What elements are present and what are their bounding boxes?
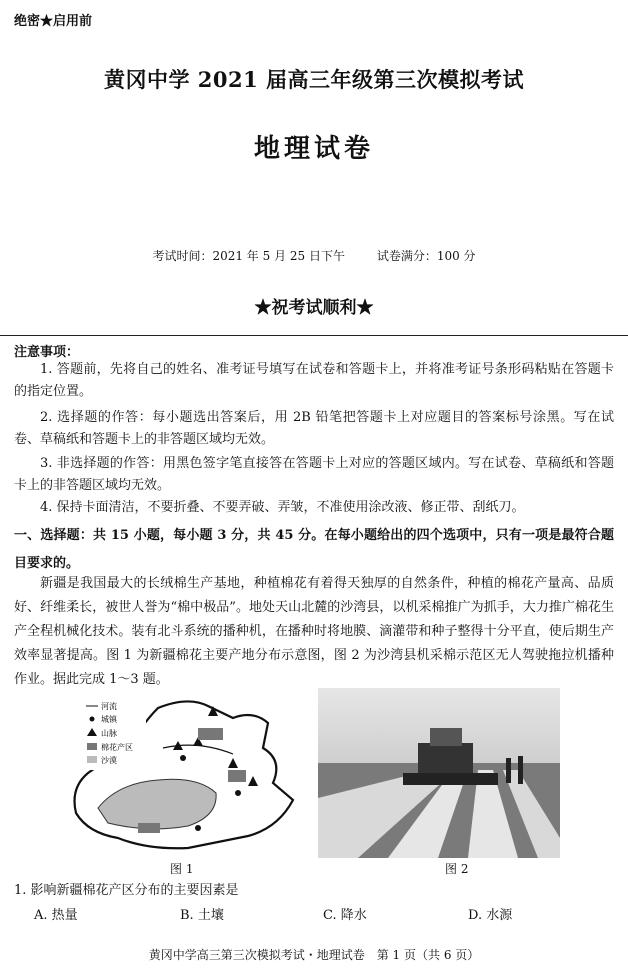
tractor-body [418, 743, 473, 778]
legend-desert-icon [87, 756, 97, 763]
legend-mountain: 山脉 [101, 729, 117, 738]
option-a: A. 热量 [34, 908, 78, 923]
page-footer: 黄冈中学高三第三次模拟考试・地理试卷 第 1 页（共 6 页） [148, 948, 480, 962]
desert-area [98, 779, 216, 829]
figure-1-map [68, 688, 306, 858]
figure-2-photo [318, 688, 560, 858]
legend-town-icon [90, 717, 95, 722]
mountain-mark [228, 758, 238, 768]
full-score: 试卷满分：100 分 [376, 249, 476, 263]
note-item-2: 2. 选择题的作答：每小题选出答案后，用 2B 铅笔把答题卡上对应题目的答案标号涂黑。写在试卷、草稿纸和答题卡上的非答题区域均无效。 [14, 410, 614, 447]
tractor-cab [430, 728, 462, 746]
person [506, 758, 511, 783]
exam-time: 考试时间：2021 年 5 月 25 日下午 [152, 249, 345, 263]
town-dot [235, 790, 241, 796]
town-dot [195, 825, 201, 831]
option-d: D. 水源 [468, 908, 513, 923]
exam-title: 黄冈中学 2021 届高三年级第三次模拟考试 [103, 67, 525, 92]
person [518, 756, 523, 784]
subject-title: 地理试卷 [253, 134, 374, 164]
option-c: C. 降水 [323, 908, 367, 923]
exam-meta [0, 247, 628, 264]
confidential-label: 绝密★启用前 [14, 14, 93, 29]
seeder-frame [403, 773, 498, 785]
question-1-stem: 1. 影响新疆棉花产区分布的主要因素是 [14, 883, 239, 898]
figure-2-caption: 图 2 [445, 862, 469, 876]
town-dot [180, 755, 186, 761]
note-item-4: 4. 保持卡面清洁，不要折叠、不要弄破、弄皱，不准使用涂改液、修正带、刮纸刀。 [40, 500, 525, 515]
legend-cotton: 棉花产区 [101, 743, 133, 752]
note-item-3: 3. 非选择题的作答：用黑色签字笔直接答在答题卡上对应的答题区域内。写在试卷、草稿纸和答题卡上的非答题区域均无效。 [14, 456, 614, 493]
section-heading: 一、选择题：共 15 小题，每小题 3 分，共 45 分。在每小题给出的四个选项中，只有一项是最符合题目要求的。 [14, 528, 614, 571]
legend-town: 城镇 [101, 715, 117, 724]
notes-title: 注意事项： [14, 345, 80, 360]
cotton-region [228, 770, 246, 782]
legend-desert: 沙漠 [101, 756, 117, 765]
divider [0, 335, 628, 336]
passage: 新疆是我国最大的长绒棉生产基地，种植棉花有着得天独厚的自然条件，种植的棉花产量高、品质好、纤维柔长，被世人誉为“棉中极品”。地处天山北麓的沙湾县，以机采棉推广为抓手，大力推广棉花生产全程机械化技术。装有北斗系统的播种机，在播种时将地膜、滴灌带和种子整得十分平直，使后期生产效率显著提高。图 1 为新疆棉花主要产地分布示意图，图 2 为沙湾县机采棉示范区无人驾驶拖拉机播种作业。据此完成 1～3 题。 [14, 576, 614, 687]
option-b: B. 土壤 [180, 908, 224, 923]
figure-1-caption: 图 1 [170, 862, 194, 876]
cotton-region [198, 728, 223, 740]
good-luck-banner: ★祝考试顺利★ [254, 298, 374, 318]
note-item-1: 1. 答题前，先将自己的姓名、准考证号填写在试卷和答题卡上，并将准考证号条形码粘贴在答题卡的指定位置。 [14, 362, 614, 399]
legend-river: 河流 [101, 702, 117, 711]
legend-cotton-icon [87, 743, 97, 750]
cotton-region [138, 823, 160, 833]
mountain-mark [248, 776, 258, 786]
